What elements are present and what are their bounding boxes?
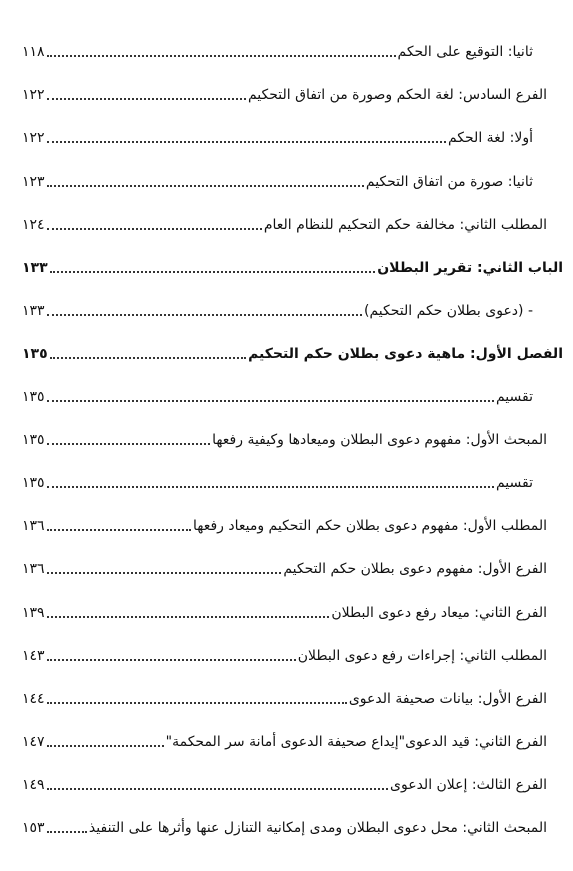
toc-entry[interactable]	[22, 510, 547, 536]
toc-entry[interactable]	[22, 467, 533, 493]
toc-entry-title: المطلب الأول: مفهوم دعوى بطلان حكم التحكيم وميعاد رفعها	[192, 518, 547, 534]
dot-leader	[47, 745, 164, 747]
toc-page-number: ١٣٦	[22, 561, 45, 577]
toc-page-number: ١١٨	[22, 44, 45, 60]
dot-leader	[47, 228, 262, 230]
toc-page-number: ١٤٩	[22, 777, 45, 793]
toc-entry-title: المبحث الثاني: محل دعوى البطلان ومدى إمكانية التنازل عنها وأثرها على التنفيذ	[88, 820, 547, 836]
toc-entry-title: المطلب الثاني: مخالفة حكم التحكيم للنظام العام	[263, 217, 547, 233]
toc-page-number: ١٢٤	[22, 217, 45, 233]
dot-leader	[47, 141, 446, 143]
toc-entry[interactable]	[22, 640, 547, 666]
toc-entry[interactable]	[22, 36, 533, 62]
toc-entry[interactable]	[22, 726, 547, 752]
toc-entry[interactable]	[22, 122, 533, 148]
toc-page-number: ١٢٣	[22, 174, 45, 190]
toc-entry-title: الفرع السادس: لغة الحكم وصورة من اتفاق التحكيم	[247, 87, 547, 103]
dot-leader	[47, 529, 191, 531]
toc-page-number: ١٣٦	[22, 518, 45, 534]
toc-page-number: ١٣٥	[22, 432, 45, 448]
toc-entry[interactable]	[22, 597, 547, 623]
toc-page-number: ١٥٣	[22, 820, 45, 836]
dot-leader	[47, 788, 388, 790]
toc-entry-title: المطلب الثاني: إجراءات رفع دعوى البطلان	[297, 648, 547, 664]
toc-entry-title: ثانيا: صورة من اتفاق التحكيم	[365, 174, 533, 190]
toc-entry[interactable]	[22, 812, 547, 838]
toc-page-number: ١٣٥	[22, 475, 45, 491]
toc-entry[interactable]	[22, 79, 547, 105]
toc-entry-title: المبحث الأول: مفهوم دعوى البطلان وميعادها وكيفية رفعها	[212, 432, 547, 448]
dot-leader	[47, 572, 282, 574]
toc-entry-title: الفرع الثاني: قيد الدعوى"إيداع صحيفة الدعوى أمانة سر المحكمة"	[165, 734, 547, 750]
dot-leader	[47, 185, 364, 187]
toc-entry[interactable]	[22, 381, 533, 407]
dot-leader	[47, 443, 211, 445]
toc-page-number: ١٣٣	[22, 303, 45, 319]
toc-page-number: ١٣٥	[22, 389, 45, 405]
toc-page-number: ١٤٣	[22, 648, 45, 664]
dot-leader	[47, 702, 347, 704]
dot-leader	[47, 659, 296, 661]
dot-leader	[47, 400, 494, 402]
toc-entry[interactable]	[22, 553, 547, 579]
toc-entry[interactable]	[22, 252, 563, 278]
dot-leader	[47, 55, 396, 57]
toc-entry-title: تقسيم	[495, 389, 533, 405]
toc-entry[interactable]	[22, 424, 547, 450]
dot-leader	[47, 314, 362, 316]
toc-entry-title: الباب الثاني: تقرير البطلان	[377, 260, 563, 276]
toc-entry-title: - (دعوى بطلان حكم التحكيم)	[364, 303, 533, 319]
toc-page-number: ١٢٢	[22, 130, 45, 146]
toc-entry-title: الفصل الأول: ماهية دعوى بطلان حكم التحكيم	[248, 346, 563, 362]
toc-entry-title: الفرع الأول: مفهوم دعوى بطلان حكم التحكيم	[283, 561, 547, 577]
toc-entry[interactable]	[22, 683, 547, 709]
toc-page-number: ١٣٩	[22, 605, 45, 621]
toc-page-number: ١٢٢	[22, 87, 45, 103]
toc-entry-title: تقسيم	[495, 475, 533, 491]
dot-leader	[47, 616, 330, 618]
toc-page-number: ١٣٥	[22, 346, 48, 362]
toc-page-number: ١٤٧	[22, 734, 45, 750]
toc-page-number: ١٤٤	[22, 691, 45, 707]
toc-entry-title: ثانيا: التوقيع على الحكم	[397, 44, 533, 60]
toc-entry[interactable]	[22, 295, 533, 321]
toc-entry-title: أولا: لغة الحكم	[447, 130, 533, 146]
dot-leader	[47, 98, 246, 100]
dot-leader	[47, 486, 494, 488]
toc-entry[interactable]	[22, 166, 533, 192]
toc-entry-title: الفرع الثاني: ميعاد رفع دعوى البطلان	[331, 605, 547, 621]
dot-leader	[50, 357, 246, 359]
dot-leader	[50, 271, 376, 273]
toc-entry-title: الفرع الأول: بيانات صحيفة الدعوى	[348, 691, 547, 707]
toc-page-number: ١٣٣	[22, 260, 48, 276]
dot-leader	[47, 831, 87, 833]
toc-entry[interactable]	[22, 209, 547, 235]
toc-entry[interactable]	[22, 769, 547, 795]
toc-entry-title: الفرع الثالث: إعلان الدعوى	[390, 777, 547, 793]
toc-entry[interactable]	[22, 338, 563, 364]
